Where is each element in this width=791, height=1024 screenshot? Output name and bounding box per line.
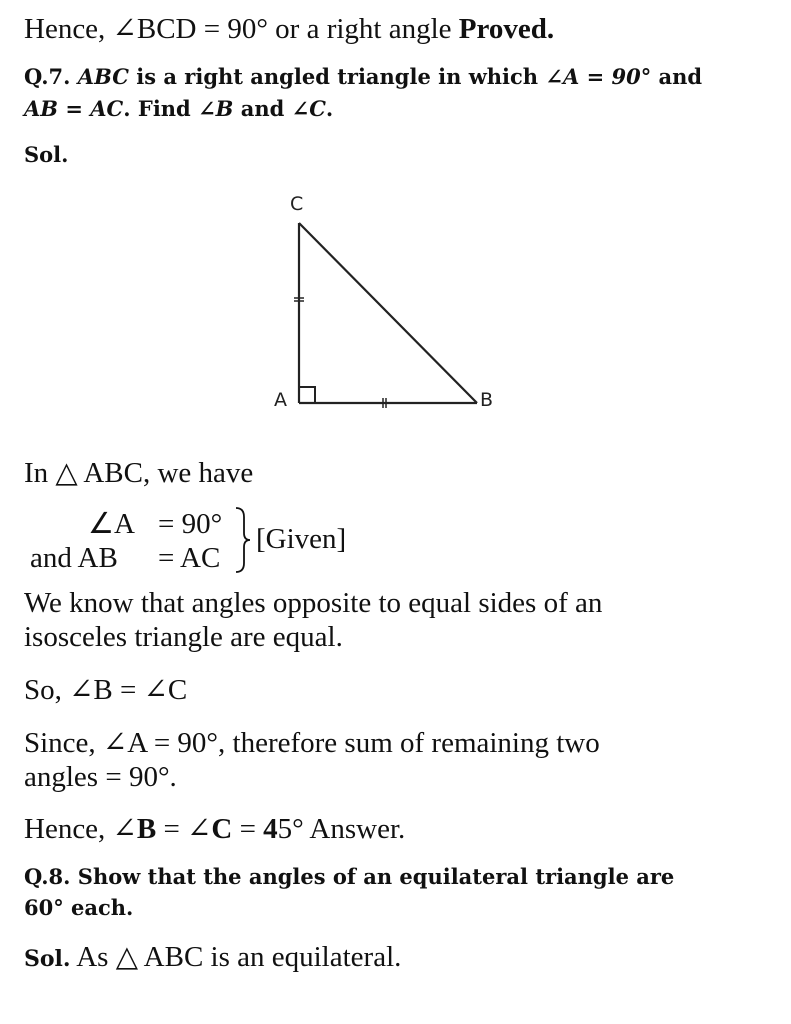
answer-c: C [211, 813, 233, 845]
answer-digit: 4 [263, 813, 278, 845]
question-text: Show that the angles of an equilateral triangle are [70, 864, 675, 889]
given-row-2-left: and AB [30, 542, 118, 574]
solution-label: Sol. [24, 946, 71, 972]
vertex-label-c: C [290, 193, 304, 215]
curly-brace [232, 505, 252, 575]
triangle-name: ABC [77, 64, 129, 89]
question-8-line1 [24, 862, 674, 892]
angle-a-condition: ∠A = 90° [545, 64, 652, 89]
question-text: . Find [123, 96, 199, 121]
proved-label: Proved. [458, 13, 555, 45]
theorem-line-2: isosceles triangle are equal. [24, 621, 343, 653]
answer-text: 5° Answer. [277, 813, 406, 845]
vertex-label-a: A [274, 389, 287, 411]
question-text: is a right angled triangle in which [128, 64, 546, 89]
right-angle-mark [299, 387, 315, 403]
in-triangle-statement: In △ ABC, we have [24, 457, 254, 489]
question-number: Q.8. [24, 864, 71, 889]
question-number: Q.7. [24, 64, 71, 89]
proof-conclusion [24, 12, 554, 46]
given-row-2-right: = AC [158, 542, 221, 574]
question-7-line1 [24, 62, 702, 92]
question-8-line2: 60° each. [24, 895, 134, 920]
side-condition: AB = AC [24, 96, 124, 121]
question-text: and [651, 64, 703, 89]
theorem-line-1: We know that angles opposite to equal sides of an [24, 587, 603, 619]
question-7-line2 [24, 94, 333, 124]
solution-text: As △ ABC is an equilateral. [70, 941, 402, 973]
solution-label: Sol. [24, 142, 69, 167]
solution-2 [24, 940, 401, 974]
since-line-1: Since, ∠A = 90°, therefore sum of remaining two [24, 727, 600, 759]
conclusion-text: Hence, ∠BCD = 90° or a right angle [24, 13, 459, 45]
right-triangle-figure [262, 188, 512, 418]
question-text: and [233, 96, 292, 121]
answer-text: Hence, ∠ [24, 813, 137, 845]
given-row-1-right: = 90° [158, 508, 223, 540]
answer-text: = [232, 813, 264, 845]
answer-text: = ∠ [156, 813, 212, 845]
angle-b: ∠B [198, 96, 234, 121]
given-row-1-left: ∠A [88, 508, 135, 540]
side-bc [299, 223, 477, 403]
answer-b: B [136, 813, 157, 845]
angle-c: ∠C [291, 96, 326, 121]
since-line-2: angles = 90°. [24, 761, 177, 793]
given-tag: [Given] [256, 523, 347, 555]
answer-statement [24, 812, 405, 846]
equal-angles-statement: So, ∠B = ∠C [24, 674, 188, 706]
vertex-label-b: B [480, 389, 494, 411]
question-text: . [325, 96, 334, 121]
